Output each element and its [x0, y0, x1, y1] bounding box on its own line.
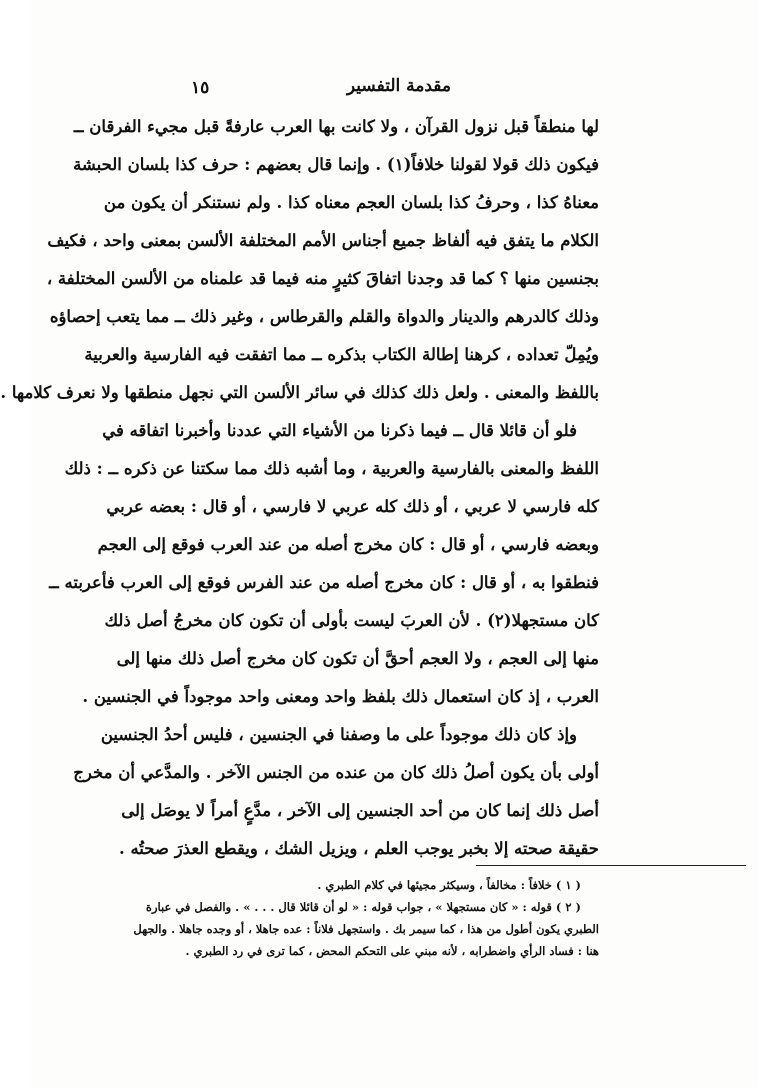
text-line: وذلك كالدرهم والدينار والدواة والقلم والقرطاس ، وغير ذلك ــ مما يتعب إحصاؤه — [49, 307, 599, 326]
text-line: اللفظ والمعنى بالفارسية والعربية ، وما أشبه ذلك مما سكتنا عن ذكره ــ : ذلك — [64, 459, 599, 478]
footnote-line: الطبري يكون أطول من هذا ، كما سيمر بك . واستجهل فلاناً : عده جاهلا ، أو وجده جاهلا . والجهل — [133, 922, 599, 936]
text-line: ويُمِلّ تعداده ، كرهنا إطالة الكتاب بذكره ــ مما اتفقت فيه الفارسية والعربية — [84, 345, 599, 364]
text-line: حقيقة صحته إلا بخبر يوجب العلم ، ويزيل الشك ، ويقطع العذرَ صحتُه . — [118, 839, 599, 858]
text-line: فنطقوا به ، أو قال : كان مخرج أصله من عند الفرس فوقع إلى العرب فأعربته ــ — [49, 573, 599, 592]
text-line: الكلام ما يتفق فيه ألفاظ جميع أجناس الأمم المختلفة الألسن بمعنى واحد ، فكيف — [47, 231, 599, 250]
text-line: العرب ، إذ كان استعمال ذلك بلفظ واحد ومعنى واحد موجوداً في الجنسين . — [82, 687, 599, 706]
footnotes — [133, 874, 599, 962]
running-header — [171, 72, 611, 106]
footnote-line: ( ١ ) خلافاً : مخالفاً ، وسيكثر مجيئها في كلام الطبري . — [317, 878, 581, 892]
text-line: لها منطقاً قبل نزول القرآن ، ولا كانت بها العرب عارفةً قبل مجيء الفرقان ــ — [73, 117, 599, 136]
text-line: فلو أن قائلا قال ــ فيما ذكرنا من الأشياء التي عددنا وأخبرنا اتفاقه في — [102, 421, 577, 440]
text-line: كان مستجهلا(٢) . لأن العربَ ليست بأولى أن تكون كان مخرجُ أصل ذلك — [104, 611, 599, 630]
text-line: باللفظ والمعنى . ولعل ذلك كذلك في سائر الألسن التي نجهل منطقها ولا نعرف كلامها . — [0, 383, 599, 402]
page-title: مقدمة التفسير — [346, 76, 451, 96]
text-line: معناهُ كذا ، وحرفُ كذا بلسان العجم معناه كذا . ولم نستنكر أن يكون من — [103, 193, 599, 212]
footnote-line: هنا : فساد الرأي واضطرابه ، لأنه مبني على التحكم المحض ، كما ترى في رد الطبري . — [185, 944, 599, 958]
footnote-divider — [476, 865, 746, 866]
footnote-line: ( ٢ ) قوله : « كان مستجهلا » ، جواب قوله : « لو أن قائلا قال . . . » . والفصل في عبارة — [145, 900, 581, 914]
text-line: أولى بأن يكون أصلُ ذلك كان من عنده من الجنس الآخر . والمدَّعي أن مخرج — [73, 763, 599, 782]
text-line: بجنسين منها ؟ كما قد وجدنا اتفاقَ كثيرٍ منه فيما قد علمناه من الألسن المختلفة ، — [46, 269, 599, 288]
text-line: فيكون ذلك قولا لقولنا خلافاً(١) . وإنما قال بعضهم : حرف كذا بلسان الحبشة — [73, 155, 599, 174]
text-line: منها إلى العجم ، ولا العجم أحقَّ أن تكون كان مخرج أصل ذلك منها إلى — [116, 649, 599, 668]
text-line: أصل ذلك إنما كان من أحد الجنسين إلى الآخر ، مدَّعٍ أمراً لا يوصَل إلى — [121, 801, 599, 820]
text-line: كله فارسي لا عربي ، أو ذلك كله عربي لا فارسي ، أو قال : بعضه عربي — [106, 497, 599, 516]
text-line: وبعضه فارسي ، أو قال : كان مخرج أصله من عند العرب فوقع إلى العجم — [97, 535, 599, 554]
page-number: ١٥ — [191, 78, 210, 98]
text-line: وإذ كان ذلك موجوداً على ما وصفنا في الجنسين ، فليس أحدُ الجنسين — [100, 725, 577, 744]
main-text — [0, 108, 599, 868]
